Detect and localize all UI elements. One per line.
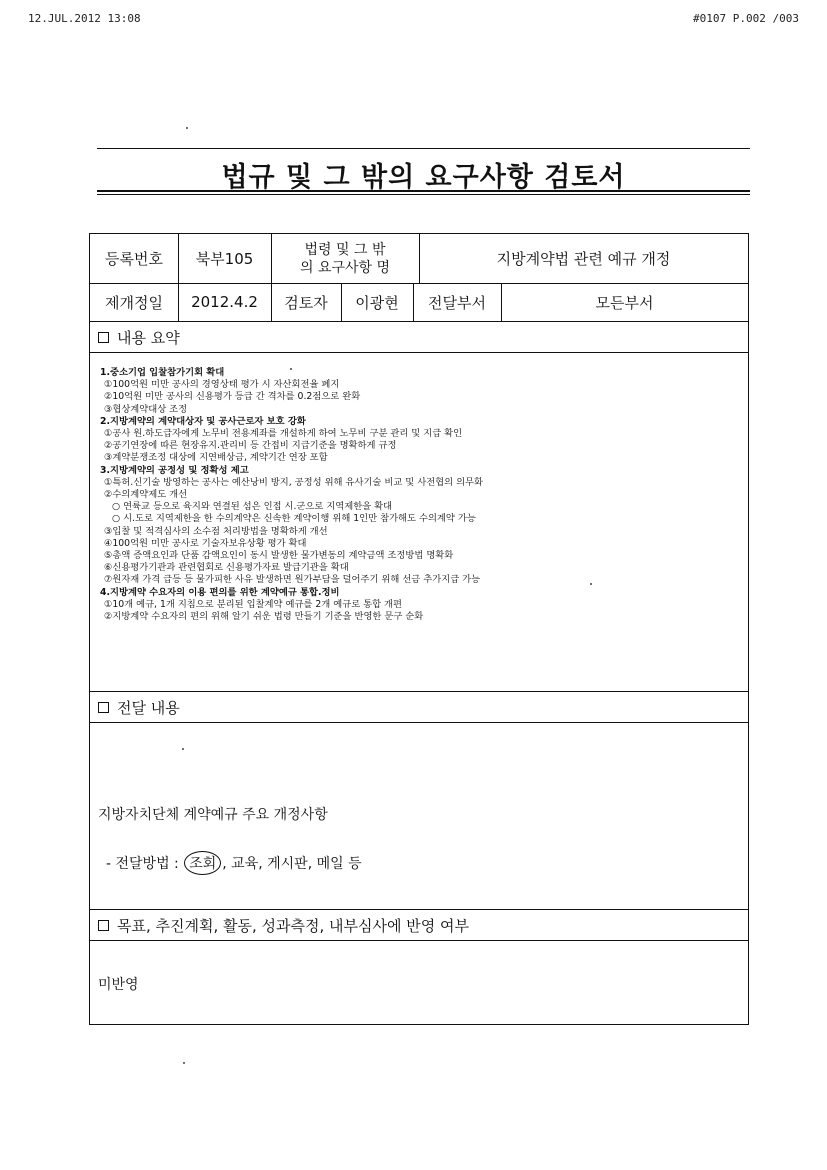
info-row-1 (90, 234, 748, 284)
delivery-heading (90, 691, 748, 723)
summary-line: ②지방계약 수요자의 편의 위해 알기 쉬운 법령 만들기 기준을 반영한 문구 순화 (104, 611, 424, 623)
checkbox-square-icon (98, 920, 109, 931)
summary-list (100, 367, 740, 623)
checkbox-square-icon (98, 702, 109, 713)
title-rule-top (97, 148, 750, 149)
summary-line: 3.지방계약의 공정성 및 정확성 제고 (100, 464, 249, 476)
scan-speck (182, 748, 184, 750)
summary-line: ②수의계약제도 개선 (104, 489, 188, 501)
review-form (89, 233, 749, 1025)
delivery-method (106, 851, 362, 875)
reg-no-value: 북부105 (178, 234, 272, 283)
goal-heading (90, 909, 748, 941)
title-block (97, 148, 750, 198)
summary-line: ③협상계약대상 조정 (104, 403, 188, 415)
fax-header (28, 12, 799, 28)
reviewer-value: 이광현 (341, 283, 414, 321)
reviewer-label: 검토자 (271, 283, 342, 321)
summary-line: 2.지방계약의 계약대상자 및 공사근로자 보호 강화 (100, 415, 306, 427)
summary-line: ⑤총액 증액요인과 단품 감액요인이 동시 발생한 물가변동의 계약금액 조정방법 명확화 (104, 550, 454, 562)
summary-line: ①10개 예규, 1개 지침으로 분리된 입찰계약 예규를 2개 예규로 통합 개편 (104, 598, 403, 610)
summary-line: ④100억원 미만 공사로 기술자보유상황 평가 확대 (104, 537, 307, 549)
summary-line: ○ 시.도로 지역제한을 한 수의계약은 신속한 계약이행 위해 1인만 참가해도 수의계약 가능 (112, 513, 476, 525)
law-name-value: 지방계약법 관련 예규 개정 (496, 250, 671, 268)
title-rule-bottom (97, 190, 750, 192)
summary-line: 1.중소기업 입찰참가기회 확대 (100, 367, 225, 378)
delivery-subject: 지방자치단체 계약예규 주요 개정사항 (98, 807, 328, 823)
date-value: 2012.4.2 (178, 283, 272, 321)
delivery-method-rest: , 교육, 게시판, 메일 등 (222, 856, 362, 872)
law-name-label (271, 234, 420, 283)
goal-heading-text: 목표, 추진계획, 활동, 성과측정, 내부심사에 반영 여부 (117, 916, 469, 935)
goal-value: 미반영 (98, 977, 139, 993)
summary-line: ①100억원 미만 공사의 경영상태 평가 시 자산회전율 폐지 (104, 379, 340, 391)
delivery-method-selected: 조회 (184, 851, 221, 875)
summary-line: ①공사 원.하도급자에게 노무비 전용계좌를 개설하게 하여 노무비 구분 관리 및 지급 확인 (104, 428, 463, 440)
dept-value: 모든부서 (595, 293, 654, 312)
summary-line: 4.지방계약 수요자의 이용 편의를 위한 계약예규 통합.정비 (100, 586, 340, 598)
reg-no-label: 등록번호 (90, 234, 179, 283)
summary-line: ①특허.신기술 방영하는 공사는 예산낭비 방지, 공정성 위해 유사기술 비교 및 사전협의 의무화 (104, 476, 484, 488)
summary-line: ⑥신용평가기관과 관련협회로 신용평가자료 발급기관을 확대 (104, 562, 349, 574)
summary-line: ③계약분쟁조정 대상에 지연배상금, 계약기간 연장 포함 (104, 452, 328, 464)
document-title: 법규 및 그 밖의 요구사항 검토서 (221, 162, 626, 193)
summary-heading (90, 322, 748, 353)
title-rule-bottom-thin (97, 194, 750, 195)
fax-timestamp: 12.JUL.2012 13:08 (28, 12, 141, 25)
summary-heading-text: 내용 요약 (117, 328, 180, 347)
info-row-2 (90, 283, 748, 322)
summary-line: ②공기연장에 따른 현장유지.관리비 등 간접비 지급기준을 명확하게 규정 (104, 440, 397, 452)
law-name-label-line2: 의 요구사항 명 (299, 259, 391, 276)
fax-page-number: #0107 P.002 /003 (693, 12, 799, 25)
delivery-method-prefix: - 전달방법 : (106, 856, 179, 872)
scan-speck (186, 127, 188, 129)
date-label: 제개정일 (90, 283, 179, 321)
summary-line: ○ 연륙교 등으로 육지와 연결된 섬은 인접 시.군으로 지역제한을 확대 (112, 501, 393, 513)
summary-line: ③입찰 및 적격심사의 소수점 처리방법을 명확하게 개선 (104, 525, 328, 537)
checkbox-square-icon (98, 332, 109, 343)
dept-label: 전달부서 (413, 283, 502, 321)
law-name-label-line1: 법령 및 그 밖 (304, 241, 386, 258)
summary-line: ⑦원자재 가격 급등 등 물가피한 사유 발생하면 원가부담을 덜어주기 위해 선금 추가지급 가능 (104, 574, 481, 586)
scan-speck (290, 368, 292, 370)
scan-speck (183, 1062, 185, 1064)
summary-line: ②10억원 미만 공사의 신용평가 등급 간 격차를 0.2점으로 완화 (104, 391, 361, 403)
delivery-heading-text: 전달 내용 (117, 698, 180, 717)
scan-speck (590, 583, 592, 585)
